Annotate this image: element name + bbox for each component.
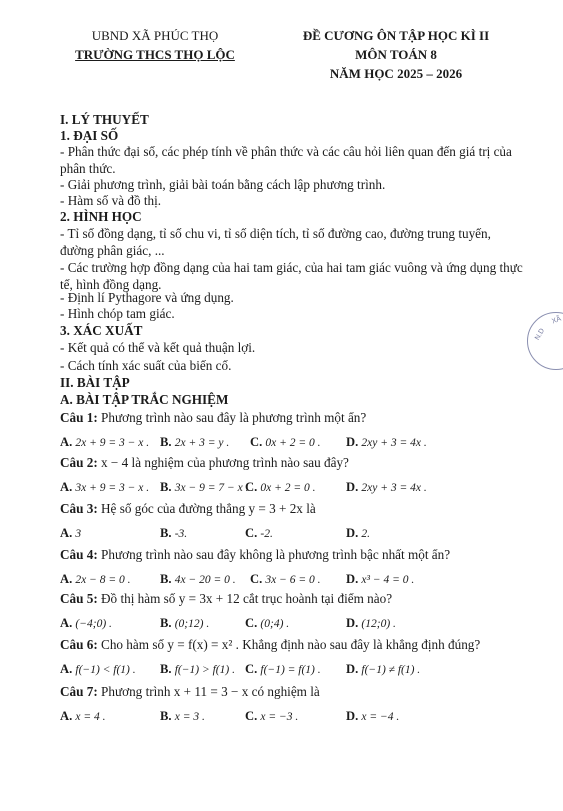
question-6	[60, 636, 480, 653]
option-value: 2xy + 3 = 4x .	[361, 482, 427, 494]
option-value: (0;4) .	[260, 618, 290, 630]
option-value: (0;12) .	[174, 618, 210, 630]
option-value: f(−1) ≠ f(1) .	[361, 664, 421, 676]
option-key: B.	[160, 709, 172, 723]
option-key: C.	[245, 616, 258, 630]
algebra-item-1: - Phân thức đại số, các phép tính về phân thức và các câu hỏi liên quan đến giá trị của phân thức.	[60, 144, 512, 176]
answer-option-c	[245, 615, 289, 633]
answer-option-b	[160, 434, 229, 452]
option-value: x = 4 .	[75, 711, 106, 723]
question-label: Câu 2:	[60, 455, 98, 470]
option-value: f(−1) > f(1) .	[174, 664, 235, 676]
question-3	[60, 500, 316, 517]
question-2	[60, 454, 349, 471]
answer-option-d	[346, 661, 420, 679]
option-key: C.	[245, 480, 258, 494]
option-value: 3x + 9 = 3 − x .	[75, 482, 150, 494]
question-label: Câu 5:	[60, 591, 98, 606]
question-4	[60, 546, 450, 563]
answer-option-c	[250, 571, 321, 589]
answer-option-d	[346, 525, 370, 543]
subject-title: MÔN TOÁN 8	[355, 47, 437, 62]
answer-option-a	[60, 525, 81, 543]
answer-option-a	[60, 479, 149, 497]
option-key: C.	[245, 662, 258, 676]
option-key: A.	[60, 662, 73, 676]
probability-title: 3. XÁC XUẤT	[60, 323, 143, 338]
question-5	[60, 590, 392, 607]
option-key: B.	[160, 526, 172, 540]
option-key: D.	[346, 480, 359, 494]
answer-option-d	[346, 479, 427, 497]
probability-item-2: - Cách tính xác suất của biến cố.	[60, 358, 232, 373]
option-key: C.	[250, 572, 263, 586]
option-value: 3	[75, 528, 82, 540]
question-label: Câu 7:	[60, 684, 98, 699]
option-key: C.	[245, 526, 258, 540]
option-value: x = −3 .	[260, 711, 299, 723]
question-label: Câu 6:	[60, 637, 98, 652]
option-value: 3x − 9 = 7 − x .	[174, 482, 249, 494]
answer-option-b	[160, 525, 187, 543]
answer-option-d	[346, 708, 399, 726]
option-value: -3.	[174, 528, 188, 540]
option-key: B.	[160, 435, 172, 449]
geometry-item-2: - Các trường hợp đồng dạng của hai tam giác, của hai tam giác vuông và ứng dụng thực tế, hình đồng dạng.	[60, 260, 523, 292]
option-value: 4x − 20 = 0 .	[174, 574, 236, 586]
option-key: D.	[346, 662, 359, 676]
option-key: A.	[60, 526, 73, 540]
geometry-title: 2. HÌNH HỌC	[60, 209, 142, 224]
option-value: 2.	[361, 528, 371, 540]
option-key: C.	[245, 709, 258, 723]
answer-option-b	[160, 571, 236, 589]
option-value: x = 3 .	[174, 711, 205, 723]
question-text: Hệ số góc của đường thẳng y = 3 + 2x là	[97, 501, 316, 516]
document-title: ĐỀ CƯƠNG ÔN TẬP HỌC KÌ II	[302, 28, 490, 43]
answer-option-c	[245, 708, 298, 726]
school-name: TRƯỜNG THCS THỌ LỘC	[75, 47, 235, 62]
option-value: 0x + 2 = 0 .	[260, 482, 316, 494]
answer-option-d	[346, 615, 396, 633]
question-text: Phương trình nào sau đây không là phương trình bậc nhất một ẩn?	[97, 547, 451, 562]
document-title-block	[278, 26, 514, 83]
option-key: B.	[160, 572, 172, 586]
option-key: D.	[346, 435, 359, 449]
answer-option-a	[60, 615, 112, 633]
option-key: A.	[60, 435, 73, 449]
question-label: Câu 1:	[60, 410, 98, 425]
answer-option-a	[60, 708, 106, 726]
question-text: Đồ thị hàm số y = 3x + 12 cắt trục hoành tại điểm nào?	[97, 591, 393, 606]
algebra-item-3: - Hàm số và đồ thị.	[60, 193, 162, 208]
question-7	[60, 683, 320, 700]
option-value: f(−1) < f(1) .	[75, 664, 136, 676]
probability-item-1: - Kết quả có thể và kết quả thuận lợi.	[60, 340, 256, 355]
school-header	[50, 26, 260, 64]
option-key: B.	[160, 480, 172, 494]
option-key: D.	[346, 709, 359, 723]
answer-option-b	[160, 708, 205, 726]
commune-name: UBND XÃ PHÚC THỌ	[91, 28, 219, 43]
geometry-item-3: - Định lí Pythagore và ứng dụng.	[60, 290, 234, 305]
option-value: (12;0) .	[361, 618, 396, 630]
geometry-item-1: - Tỉ số đồng dạng, tỉ số chu vi, tỉ số diện tích, tỉ số đường cao, đường trung tuyến, đường phân giác, ...	[60, 226, 491, 258]
section-theory-title: I. LÝ THUYẾT	[60, 112, 149, 127]
question-text: x − 4 là nghiệm của phương trình nào sau đây?	[97, 455, 349, 470]
question-label: Câu 4:	[60, 547, 98, 562]
option-value: 2x + 3 = y .	[174, 437, 230, 449]
section-exercises-title: II. BÀI TẬP	[60, 375, 130, 390]
answer-option-a	[60, 571, 131, 589]
answer-option-c	[245, 479, 316, 497]
option-value: f(−1) = f(1) .	[260, 664, 321, 676]
answer-option-c	[245, 525, 273, 543]
answer-option-d	[346, 571, 414, 589]
question-text: Phương trình x + 11 = 3 − x có nghiệm là	[97, 684, 320, 699]
multiple-choice-title: A. BÀI TẬP TRẮC NGHIỆM	[60, 392, 229, 407]
option-key: A.	[60, 480, 73, 494]
option-key: A.	[60, 616, 73, 630]
option-value: 2xy + 3 = 4x .	[361, 437, 427, 449]
answer-option-d	[346, 434, 427, 452]
answer-option-b	[160, 661, 235, 679]
option-value: 0x + 2 = 0 .	[265, 437, 321, 449]
answer-option-b	[160, 479, 248, 497]
answer-option-b	[160, 615, 209, 633]
question-label: Câu 3:	[60, 501, 98, 516]
school-year: NĂM HỌC 2025 – 2026	[329, 66, 463, 81]
question-1	[60, 409, 366, 426]
option-value: 2x + 9 = 3 − x .	[75, 437, 150, 449]
option-key: B.	[160, 662, 172, 676]
answer-option-c	[250, 434, 321, 452]
option-value: (−4;0) .	[75, 618, 112, 630]
answer-option-a	[60, 434, 149, 452]
option-value: -2.	[260, 528, 273, 540]
option-value: 3x − 6 = 0 .	[265, 574, 321, 586]
option-key: A.	[60, 572, 73, 586]
option-value: 2x − 8 = 0 .	[75, 574, 131, 586]
geometry-item-4: - Hình chóp tam giác.	[60, 306, 175, 321]
answer-option-c	[245, 661, 321, 679]
algebra-item-2: - Giải phương trình, giải bài toán bằng cách lập phương trình.	[60, 177, 386, 192]
option-key: B.	[160, 616, 172, 630]
official-seal: N.D XÃ	[527, 312, 563, 370]
option-key: C.	[250, 435, 263, 449]
option-value: x³ − 4 = 0 .	[361, 574, 415, 586]
question-text: Phương trình nào sau đây là phương trình một ẩn?	[97, 410, 367, 425]
answer-option-a	[60, 661, 136, 679]
option-value: x = −4 .	[361, 711, 400, 723]
question-text: Cho hàm số y = f(x) = x² . Khẳng định nào sau đây là khẳng định đúng?	[97, 637, 481, 652]
option-key: D.	[346, 616, 359, 630]
option-key: D.	[346, 572, 359, 586]
option-key: A.	[60, 709, 73, 723]
option-key: D.	[346, 526, 359, 540]
algebra-title: 1. ĐẠI SỐ	[60, 128, 119, 143]
